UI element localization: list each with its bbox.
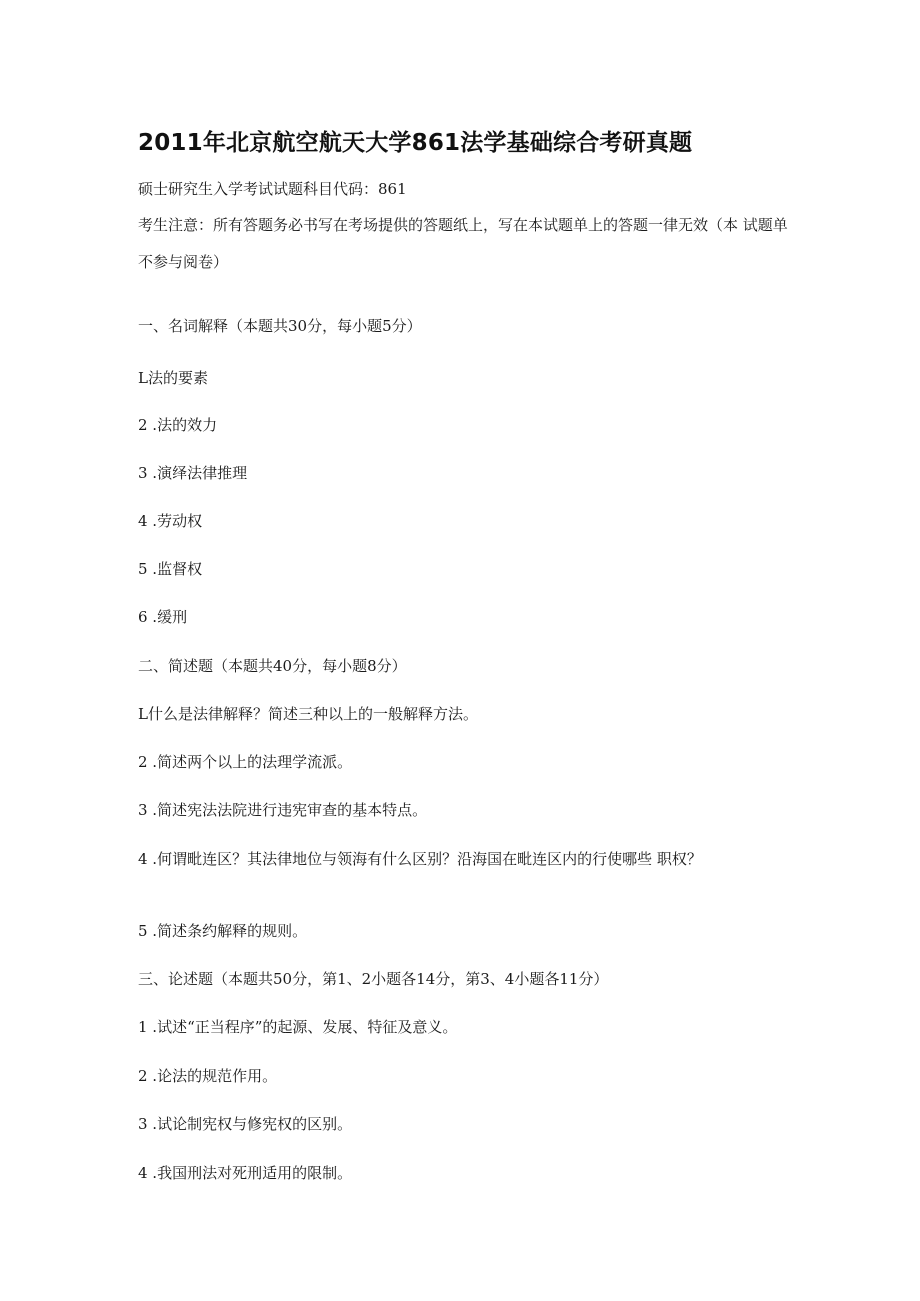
subject-code: 硕士研究生入学考试试题科目代码：861 — [138, 180, 407, 198]
list-item: L法的要素 — [138, 369, 208, 387]
list-item: 5 .简述条约解释的规则。 — [138, 922, 308, 940]
list-item: 4 .何谓毗连区？其法律地位与领海有什么区别？沿海国在毗连区内的行使哪些 职权？ — [138, 850, 702, 868]
list-item: 3 .试论制宪权与修宪权的区别。 — [138, 1115, 353, 1133]
list-item: 2 .论法的规范作用。 — [138, 1067, 278, 1085]
list-item: 4 .劳动权 — [138, 512, 203, 530]
page-title: 2011年北京航空航天大学861法学基础综合考研真题 — [138, 130, 693, 156]
list-item: 2 .简述两个以上的法理学流派。 — [138, 753, 353, 771]
list-item: 5 .监督权 — [138, 560, 203, 578]
list-item: 4 .我国刑法对死刑适用的限制。 — [138, 1164, 353, 1182]
list-item: 3 .演绎法律推理 — [138, 464, 248, 482]
list-item: 3 .简述宪法法院进行违宪审查的基本特点。 — [138, 801, 428, 819]
section-heading-1: 一、名词解释（本题共30分，每小题5分） — [138, 317, 422, 335]
section-heading-3: 三、论述题（本题共50分，第1、2小题各14分，第3、4小题各11分） — [138, 970, 609, 988]
list-item: L什么是法律解释？简述三种以上的一般解释方法。 — [138, 705, 478, 723]
list-item: 1 .试述“正当程序”的起源、发展、特征及意义。 — [138, 1018, 458, 1036]
list-item: 6 .缓刑 — [138, 608, 188, 626]
list-item: 2 .法的效力 — [138, 416, 218, 434]
exam-notice: 考生注意：所有答题务必书写在考场提供的答题纸上，写在本试题单上的答题一律无效（本 试题单不参与阅卷） — [138, 216, 788, 271]
section-heading-2: 二、简述题（本题共40分，每小题8分） — [138, 657, 407, 675]
